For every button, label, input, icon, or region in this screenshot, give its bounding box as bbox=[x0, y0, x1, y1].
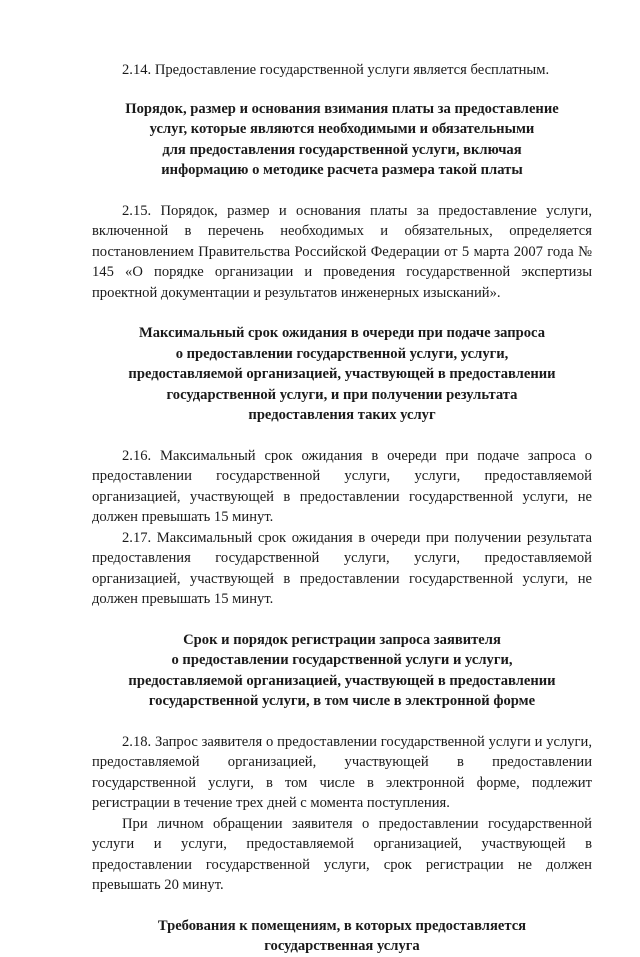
paragraph-2-15: 2.15. Порядок, размер и основания платы за предоставление услуги, включенной в перечень необходимых и обязательных, определяется постановлением Правительства Российской Федерации от 5 марта 2007 года № 145 «О порядке организации и проведения государственной экспертизы проектной документации и результатов инженерных изысканий». bbox=[92, 202, 592, 301]
heading-line: государственная услуга bbox=[264, 938, 420, 954]
document-page bbox=[92, 60, 592, 957]
section-heading-premises bbox=[92, 916, 592, 957]
paragraph-2-17: 2.17. Максимальный срок ожидания в очереди при получении результата предоставления государственной услуги, услуги, предоставляемой организацией, участвующей в предоставлении государственной услуги, не должен превышать 15 минут. bbox=[92, 529, 592, 607]
heading-line: Срок и порядок регистрации запроса заявителя bbox=[183, 631, 501, 648]
section-heading-queue-time bbox=[92, 323, 592, 426]
heading-line: предоставляемой организацией, участвующей в предоставлении bbox=[128, 672, 556, 689]
section-heading-registration bbox=[92, 630, 592, 712]
heading-line: государственной услуги, и при получении результата bbox=[166, 386, 518, 403]
heading-line: Максимальный срок ожидания в очереди при подаче запроса bbox=[138, 325, 545, 341]
heading-line: Порядок, размер и основания взимания платы за предоставление bbox=[125, 100, 559, 117]
heading-line: информацию о методике расчета размера такой платы bbox=[161, 162, 523, 178]
heading-line: о предоставлении государственной услуги, услуги, bbox=[175, 345, 509, 362]
heading-line: предоставления таких услуг bbox=[248, 407, 436, 423]
heading-line: для предоставления государственной услуги, включая bbox=[162, 141, 522, 158]
heading-line: о предоставлении государственной услуги и услуги, bbox=[171, 652, 513, 668]
paragraph-personal-visit: При личном обращении заявителя о предоставлении государственной услуги и услуги, предоставляемой организацией, участвующей в предоставлении государственной услуги, срок регистрации не должен превышать 20 минут. bbox=[92, 815, 592, 893]
heading-line: предоставляемой организацией, участвующей в предоставлении bbox=[128, 366, 556, 382]
paragraph-2-14: 2.14. Предоставление государственной услуги является бесплатным. bbox=[122, 62, 550, 78]
heading-line: услуг, которые являются необходимыми и обязательными bbox=[149, 121, 535, 137]
paragraph-2-16: 2.16. Максимальный срок ожидания в очереди при подаче запроса о предоставлении государственной услуги, услуги, предоставляемой организацией, участвующей в предоставлении государственной услуги, не должен превышать 15 минут. bbox=[92, 447, 592, 525]
paragraph-2-18: 2.18. Запрос заявителя о предоставлении государственной услуги и услуги, предоставляемой организацией, участвующей в предоставлении государственной услуги, в том числе в электронной форме, подлежит регистрации в течение трех дней с момента поступления. bbox=[92, 733, 592, 811]
heading-line: государственной услуги, в том числе в электронной форме bbox=[148, 693, 536, 709]
heading-line: Требования к помещениям, в которых предоставляется bbox=[157, 917, 527, 934]
section-heading-fees bbox=[92, 99, 592, 181]
